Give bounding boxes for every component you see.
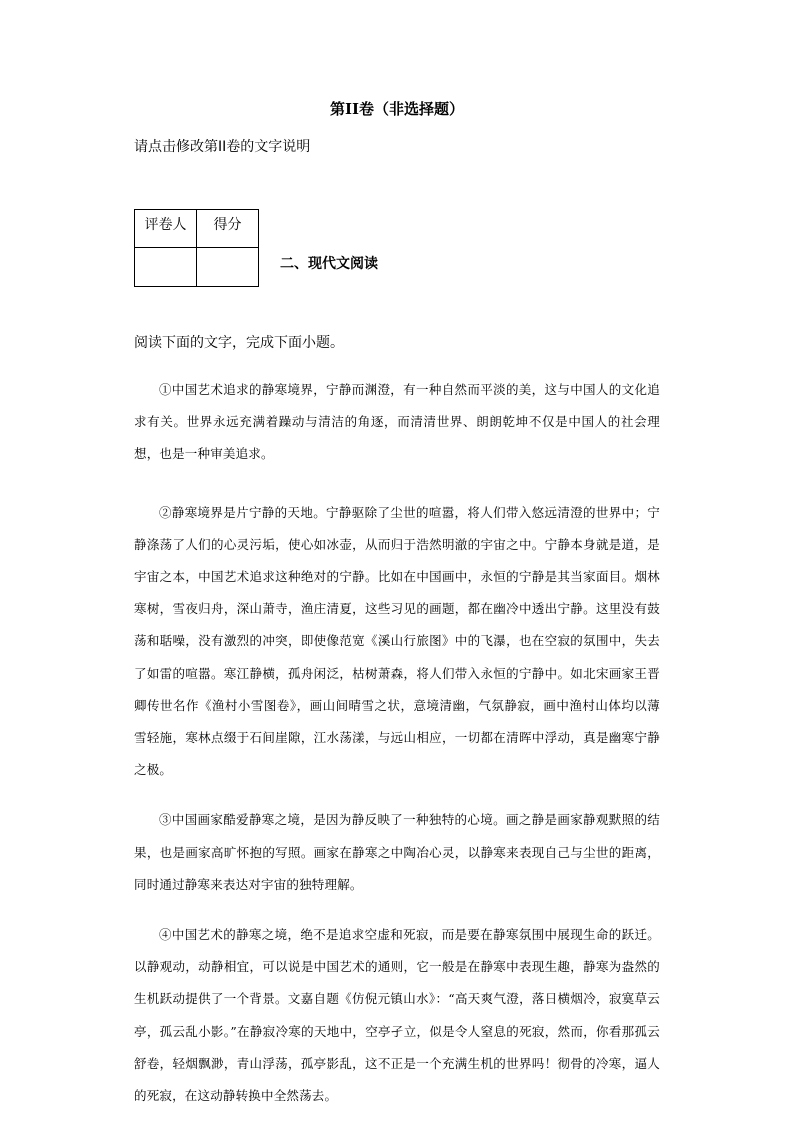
reading-passage xyxy=(134,374,660,1130)
grader-header: 评卷人 xyxy=(135,210,197,248)
page-title: 第II卷（非选择题） xyxy=(329,100,465,118)
reading-prompt: 阅读下面的文字，完成下面小题。 xyxy=(134,335,344,351)
score-header: 得分 xyxy=(197,210,259,248)
section-heading: 二、现代文阅读 xyxy=(280,256,378,272)
score-cell xyxy=(197,248,259,287)
grader-cell xyxy=(135,248,197,287)
paragraph-4: ④中国艺术的静寒之境，绝不是追求空虚和死寂，而是要在静寒氛围中展现生命的跃迁。以静观动，动静相宜，可以说是中国艺术的通则，它一般是在静寒中表现生趣，静寒为盎然的生机跃动提供了一个背景。文嘉自题《仿倪元镇山水》：“高天爽气澄，落日横烟冷，寂寞草云亭，孤云乱小影。”在静寂冷寒的天地中，空亭孑立，似是令人窒息的死寂，然而，你看那孤云舒卷，轻烟飘渺，青山浮荡，孤亭影乱，这不正是一个充满生机的世界吗！彻骨的冷寒，逼人的死寂，在这动静转换中全然荡去。 xyxy=(134,927,660,1104)
paragraph-2: ②静寒境界是片宁静的天地。宁静驱除了尘世的喧嚣，将人们带入悠远清澄的世界中；宁静涤荡了人们的心灵污垢，使心如冰壶，从而归于浩然明澈的宇宙之中。宁静本身就是道，是宇宙之本，中国艺术追求这种绝对的宁静。比如在中国画中，永恒的宁静是其当家面目。烟林寒树，雪夜归舟，深山萧寺，渔庄清夏，这些习见的画题，都在幽冷中透出宁静。这里没有鼓荡和聒噪，没有激烈的冲突，即使像范宽《溪山行旅图》中的飞瀑，也在空寂的氛围中，失去了如雷的喧嚣。寒江静横，孤舟闲泛，枯树萧森，将人们带入永恒的宁静中。如北宋画家王晋卿传世名作《渔村小雪图卷》，画山间晴雪之状，意境清幽，气氛静寂，画中渔村山体均以薄雪轻施，寒林点缀于石间崖隙，江水荡漾，与远山相应，一切都在清晖中浮动，真是幽寒宁静之极。 xyxy=(134,504,660,778)
score-table xyxy=(134,209,259,287)
instruction-text[interactable]: 请点击修改第II卷的文字说明 xyxy=(134,139,311,155)
paragraph-1: ①中国艺术追求的静寒境界，宁静而渊澄，有一种自然而平淡的美，这与中国人的文化追求有关。世界永远充满着躁动与清洁的角逐，而清清世界、朗朗乾坤不仅是中国人的社会理想，也是一种审美追求。 xyxy=(134,382,660,462)
paragraph-3: ③中国画家酷爱静寒之境，是因为静反映了一种独特的心境。画之静是画家静观默照的结果，也是画家高旷怀抱的写照。画家在静寒之中陶冶心灵，以静寒来表现自己与尘世的距离，同时通过静寒来表达对宇宙的独特理解。 xyxy=(134,812,660,892)
